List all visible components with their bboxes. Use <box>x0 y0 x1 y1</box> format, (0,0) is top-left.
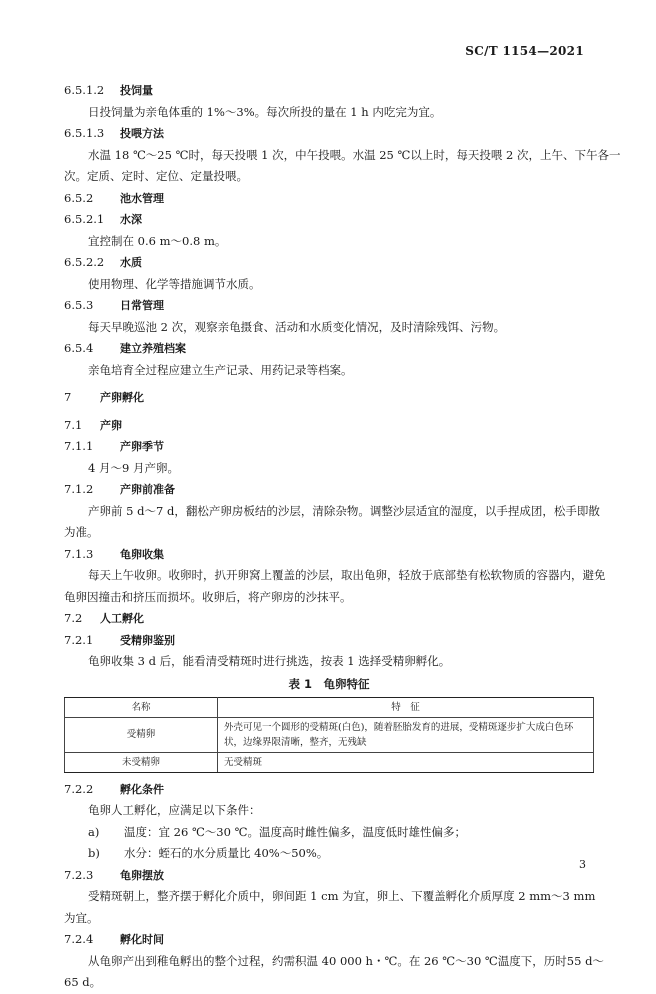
paragraph: 龟卵人工孵化，应满足以下条件： <box>88 803 261 817</box>
section-title: 龟卵摆放 <box>120 868 164 882</box>
paragraph-continued: 65 d。 <box>64 975 102 989</box>
section-title: 龟卵收集 <box>120 547 164 561</box>
list-item <box>64 843 594 865</box>
section-number: 7.2.2 <box>64 781 94 796</box>
section-title: 投饲量 <box>120 84 153 97</box>
cell-name: 受精卵 <box>65 717 218 752</box>
paragraph: 受精斑朝上，整齐摆于孵化介质中，卵间距 1 cm 为宜，卵上、下覆盖孵化介质厚度 2 mm～3 mm <box>88 889 596 903</box>
section-number: 7.1.3 <box>64 546 94 561</box>
table-caption: 表 1 龟卵特征 <box>288 676 370 691</box>
section-number: 6.5.4 <box>64 341 94 355</box>
section-heading <box>64 865 594 887</box>
section-number: 7.2.3 <box>64 867 94 882</box>
section-number: 6.5.2.2 <box>64 255 105 269</box>
section-heading <box>64 80 594 102</box>
paragraph: 每天上午收卵。收卵时，扒开卵窝上覆盖的沙层，取出龟卵，轻放于底部垫有松软物质的容器内，避免 <box>88 568 606 582</box>
list-marker: b) <box>88 846 100 860</box>
section-title: 水质 <box>120 256 142 269</box>
paragraph: 水温 18 ℃～25 ℃时，每天投喂 1 次，中午投喂。水温 25 ℃以上时，每天投喂 2 次，上午、下午各一 <box>88 147 621 162</box>
list-item-text: 温度：宜 26 ℃～30 ℃。温度高时雌性偏多，温度低时雄性偏多； <box>124 824 466 839</box>
chapter-title: 产卵孵化 <box>100 391 144 404</box>
section-title: 建立养殖档案 <box>120 342 186 355</box>
section-heading <box>64 188 594 210</box>
section-heading <box>64 929 594 951</box>
section-number: 7.2.1 <box>64 632 94 647</box>
paragraph: 龟卵收集 3 d 后，能看清受精斑时进行挑选，按表 1 选择受精卵孵化。 <box>88 654 451 668</box>
section-heading <box>64 436 594 458</box>
paragraph: 每天早晚巡池 2 次，观察亲龟摄食、活动和水质变化情况，及时清除残饵、污物。 <box>88 319 506 334</box>
section-heading <box>64 209 594 231</box>
cell-feature: 无受精斑 <box>218 752 594 772</box>
section-number: 7.1.1 <box>64 439 94 453</box>
paragraph: 亲龟培育全过程应建立生产记录、用药记录等档案。 <box>88 362 353 377</box>
section-heading <box>64 479 594 501</box>
section-title: 产卵前准备 <box>120 483 175 496</box>
paragraph-continued: 为宜。 <box>64 910 99 925</box>
section-title: 日常管理 <box>120 299 164 312</box>
paragraph-continued: 龟卵因撞击和挤压而损坏。收卵后，将产卵房的沙抹平。 <box>64 589 352 604</box>
section-title: 孵化时间 <box>120 933 164 946</box>
section-number: 6.5.2.1 <box>64 212 105 226</box>
section-heading <box>64 123 594 145</box>
section-number: 6.5.1.2 <box>64 83 105 97</box>
paragraph: 从龟卵产出到稚龟孵出的整个过程，约需积温 40 000 h・℃。在 26 ℃～30 ℃温度下，历时55 d～ <box>88 953 604 968</box>
paragraph: 4 月～9 月产卵。 <box>88 460 179 475</box>
document-code: SC/T 1154—2021 <box>465 44 584 58</box>
section-title: 池水管理 <box>120 191 164 205</box>
table-header-row <box>65 697 594 717</box>
chapter-number: 7 <box>64 390 72 404</box>
paragraph: 宜控制在 0.6 m～0.8 m。 <box>88 233 227 248</box>
section-title: 水深 <box>120 213 142 226</box>
section-number: 6.5.3 <box>64 298 94 312</box>
document-body <box>64 80 621 994</box>
section-heading <box>64 252 594 274</box>
column-header-name: 名称 <box>65 697 218 717</box>
section-number: 7.1.2 <box>64 482 94 496</box>
list-marker: a) <box>88 824 100 839</box>
section-heading <box>64 295 594 317</box>
section-heading <box>64 544 594 566</box>
section-title: 产卵季节 <box>120 440 164 453</box>
paragraph-continued: 次。定质、定时、定位、定量投喂。 <box>64 169 248 183</box>
chapter-heading <box>64 387 594 409</box>
section-title: 人工孵化 <box>100 612 144 625</box>
section-number: 6.5.2 <box>64 190 94 205</box>
cell-name: 未受精卵 <box>65 752 218 772</box>
list-item <box>64 822 594 844</box>
paragraph: 使用物理、化学等措施调节水质。 <box>88 276 261 291</box>
section-number: 7.2.4 <box>64 932 94 946</box>
section-title: 投喂方法 <box>120 127 164 140</box>
paragraph-continued: 为准。 <box>64 525 99 539</box>
section-title: 受精卵鉴别 <box>120 633 175 647</box>
section-title: 孵化条件 <box>120 782 164 796</box>
section-heading <box>64 338 594 360</box>
section-title: 产卵 <box>100 418 122 432</box>
section-number: 7.1 <box>64 417 83 432</box>
section-heading <box>64 415 594 437</box>
table-row <box>65 717 594 752</box>
cell-feature: 外壳可见一个圆形的受精斑(白色)，随着胚胎发育的进展，受精斑逐步扩大成白色环状，边缘界限清晰，整齐，无残缺 <box>218 717 594 752</box>
section-heading <box>64 608 594 630</box>
section-heading <box>64 779 594 801</box>
table-row <box>65 752 594 772</box>
list-item-text: 水分：蛭石的水分质量比 40%～50%。 <box>124 846 329 860</box>
column-header-feature: 特 征 <box>218 697 594 717</box>
section-heading <box>64 630 594 652</box>
paragraph: 产卵前 5 d～7 d，翻松产卵房板结的沙层，清除杂物。调整沙层适宜的湿度，以手捏成团，松手即散 <box>88 503 600 518</box>
paragraph: 日投饲量为亲龟体重的 1%～3%。每次所投的量在 1 h 内吃完为宜。 <box>88 104 442 119</box>
section-number: 6.5.1.3 <box>64 126 105 140</box>
egg-features-table <box>64 697 594 773</box>
page-number: 3 <box>579 858 586 871</box>
section-number: 7.2 <box>64 611 83 625</box>
